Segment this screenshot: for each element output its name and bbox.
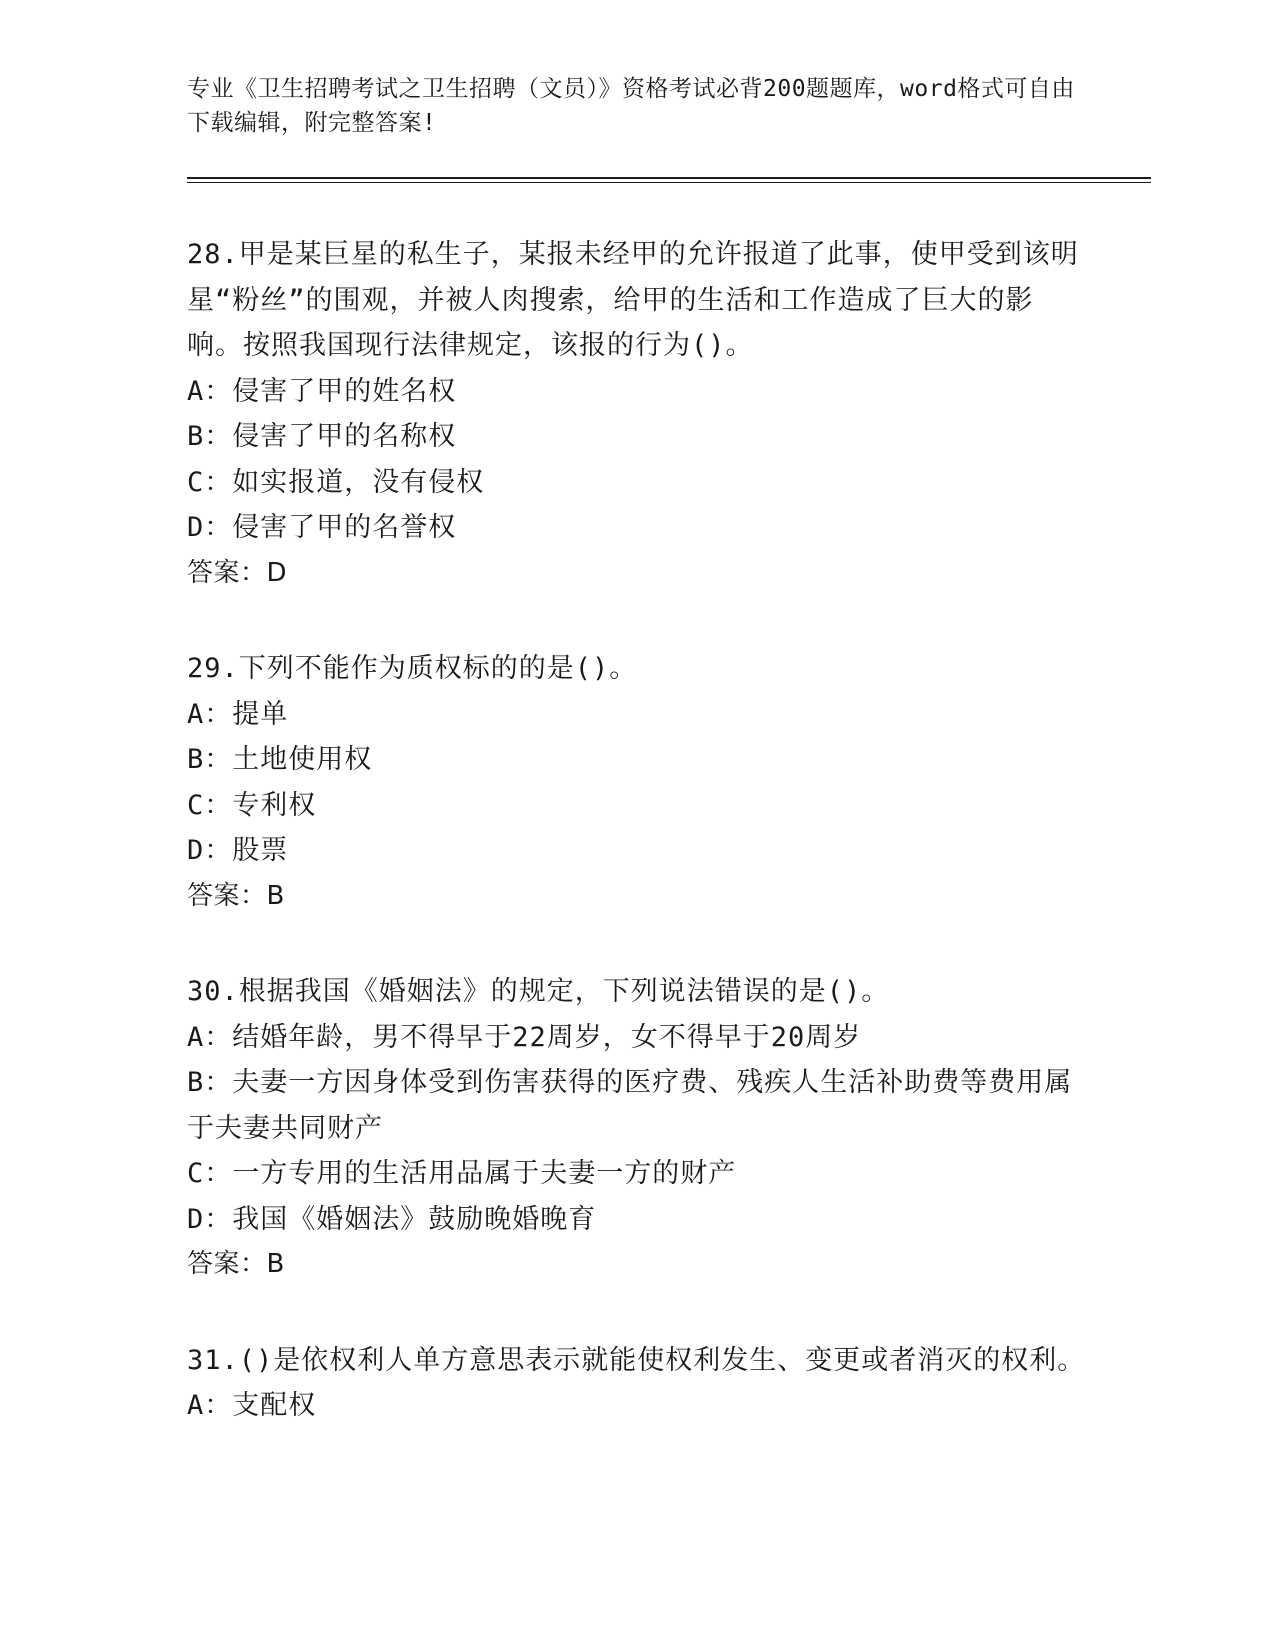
option-a: A：提单 [187,698,289,730]
question-block [187,646,1087,919]
question-list [187,232,1087,1479]
option-b: B：土地使用权 [187,744,373,775]
option-a: A：侵害了甲的姓名权 [187,375,457,407]
option-d: D：侵害了甲的名誉权 [187,512,457,543]
answer-line: 答案：B [187,1249,285,1279]
option-a: A：结婚年龄，男不得早于22周岁，女不得早于20周岁 [187,1021,862,1053]
option-d: D：我国《婚姻法》鼓励晚婚晚育 [187,1203,597,1235]
option-a: A：支配权 [187,1390,317,1421]
question-block [187,969,1087,1288]
header-divider-top [187,177,1151,179]
question-stem: 28.甲是某巨星的私生子，某报未经甲的允许报道了此事，使甲受到该明星“粉丝”的围观，并被人肉搜索，给甲的生活和工作造成了巨大的影响。按照我国现行法律规定，该报的行为()。 [187,239,1079,361]
option-c: C：专利权 [187,789,317,821]
question-stem: 30.根据我国《婚姻法》的规定，下列说法错误的是()。 [187,976,890,1007]
option-c: C：一方专用的生活用品属于夫妻一方的财产 [187,1158,737,1189]
question-block [187,1338,1087,1429]
option-b: B：侵害了甲的名称权 [187,421,457,452]
option-b: B：夫妻一方因身体受到伤害获得的医疗费、残疾人生活补助费等费用属于夫妻共同财产 [187,1067,1073,1144]
question-stem: 31.()是依权利人单方意思表示就能使权利发生、变更或者消灭的权利。 [187,1344,1086,1376]
answer-line: 答案：D [187,557,288,588]
question-stem: 29.下列不能作为质权标的的是()。 [187,653,638,684]
option-d: D：股票 [187,835,289,866]
header-divider-bottom [187,182,1151,183]
answer-line: 答案：B [187,880,285,911]
option-c: C：如实报道，没有侵权 [187,466,485,498]
question-block [187,232,1087,596]
document-header: 专业《卫生招聘考试之卫生招聘（文员）》资格考试必背200题题库，word格式可自由下载编辑，附完整答案! [187,76,1075,136]
